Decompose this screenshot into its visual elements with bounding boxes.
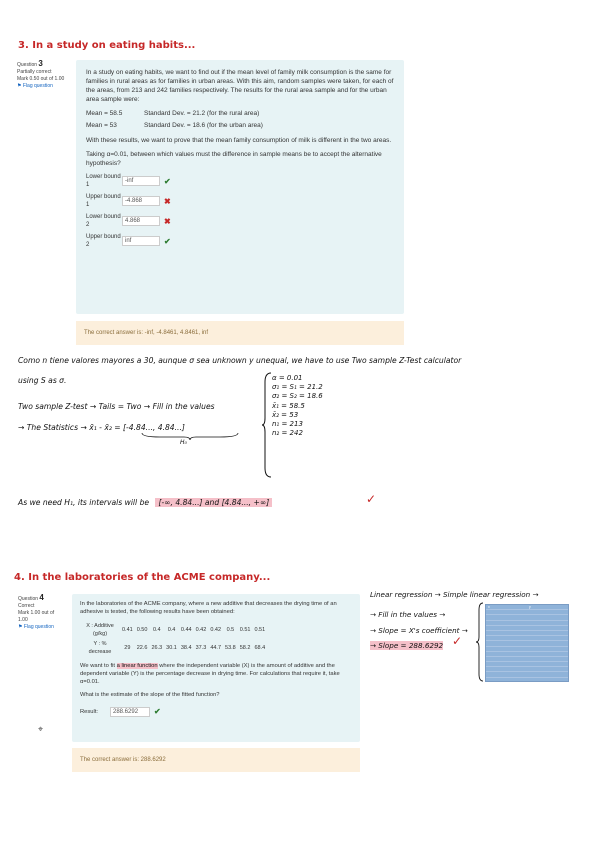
table-cell: 44.7 xyxy=(210,645,222,651)
q4-correct-answer: The correct answer is: 288.6292 xyxy=(72,748,360,772)
conclusion-text: As we need H₁, its intervals will be [-∞, 4.84...] and [4.84..., +∞] xyxy=(18,498,272,507)
q4-sidebar xyxy=(18,594,64,631)
calculator-table-image: x y xyxy=(485,604,569,682)
question-number: 3 xyxy=(38,59,43,68)
notes2-line-3: → Slope = X's coefficient → xyxy=(370,626,468,635)
q3-text-goal: With these results, we want to prove that the mean family consumption of milk is different in the two areas. xyxy=(86,137,392,144)
table-cell: 53.8 xyxy=(225,645,236,651)
table-cell: 22.6 xyxy=(136,645,148,651)
table-cell: 0.42 xyxy=(195,627,207,633)
table-cell: 0.4 xyxy=(167,627,176,633)
notes-line-1: Como n tiene valores mayores a 30, aunque σ sea unknown y unequal, we have to use Two sample Z-Test calculator xyxy=(18,356,462,365)
table-cell: 0.41 xyxy=(122,627,133,633)
question-mark: Mark 0.50 out of 1.00 xyxy=(17,76,65,82)
check-icon: ✔ xyxy=(154,707,161,716)
flag-icon: ⚑ xyxy=(17,83,22,89)
conclusion-interval: [-∞, 4.84...] and [4.84..., +∞] xyxy=(155,498,272,507)
value-item: x̄₂ = 53 xyxy=(272,410,299,419)
notes-line-4: → The Statistics → x̄₁ - x̄₂ = [-4.84..., 4.84...] xyxy=(18,423,185,432)
q3-heading: 3. In a study on eating habits... xyxy=(18,40,196,51)
table-cell: 0.42 xyxy=(210,627,222,633)
urban-sd: Standard Dev. = 18.6 (for the urban area) xyxy=(144,122,263,129)
check-icon: ✔ xyxy=(164,176,171,186)
q4-question-box xyxy=(72,594,360,742)
q3-correct-answer: The correct answer is: -inf, -4.8461, 4.8461, inf xyxy=(76,321,404,345)
cross-icon: ✖ xyxy=(164,216,171,226)
rural-mean: Mean = 58.5 xyxy=(86,110,123,117)
table-cell: 26.3 xyxy=(151,645,163,651)
highlighted-phrase: a linear function xyxy=(116,663,158,669)
result-label: Result: xyxy=(80,709,99,715)
result-row xyxy=(80,707,352,717)
flag-question-link[interactable]: ⚑ Flag question xyxy=(17,83,53,89)
bound-input[interactable]: inf xyxy=(122,236,160,246)
value-item: x̄₁ = 58.5 xyxy=(272,401,305,410)
table-cell: 38.4 xyxy=(180,645,192,651)
value-item: n₁ = 213 xyxy=(272,420,303,429)
flag-icon: ⚑ xyxy=(18,624,23,630)
notes-line-2: using S as σ. xyxy=(18,376,67,385)
table-row xyxy=(80,639,267,657)
question-mark: Mark 1.00 out of 1.00 xyxy=(18,610,55,623)
data-table xyxy=(80,621,267,657)
question-number: 4 xyxy=(39,593,44,602)
notes-line-3: Two sample Z-test → Tails = Two → Fill in the values xyxy=(18,402,215,411)
bound-label: Upper bound 1 xyxy=(86,194,121,208)
q3-text-question: Taking α=0.01, between which values must the difference in sample means be to accept the alternative hypothesis? xyxy=(86,151,382,167)
cross-icon: ✖ xyxy=(164,196,171,206)
y-label: Y : % decrease xyxy=(88,641,112,655)
q4-text-intro: In the laboratories of the ACME company, where a new additive that decreases the drying time of an adhesive is tested, the following results have been obtained: xyxy=(80,601,337,615)
table-cell: 0.51 xyxy=(239,627,251,633)
curly-brace xyxy=(476,602,484,682)
table-row xyxy=(80,621,267,639)
flag-question-link[interactable]: ⚑ Flag question xyxy=(18,624,54,630)
table-cell: 0.4 xyxy=(152,627,161,633)
bound-input[interactable]: -inf xyxy=(122,176,160,186)
q3-sidebar xyxy=(17,60,69,90)
underbrace xyxy=(140,432,240,440)
bound-row xyxy=(86,173,394,189)
cursor-icon: ⌖ xyxy=(38,724,44,734)
q4-question: What is the estimate of the slope of the fitted function? xyxy=(80,692,220,698)
h0-label: H₀ xyxy=(180,439,187,446)
table-cell: 0.5 xyxy=(226,627,235,633)
value-item: σ₂ = S₂ = 18.6 xyxy=(272,392,323,401)
table-cell: 68.4 xyxy=(254,645,266,651)
x-label: X : Additive (g/kg) xyxy=(86,623,114,637)
table-cell: 29 xyxy=(124,645,131,651)
value-item: α = 0.01 xyxy=(272,374,303,382)
check-mark: ✓ xyxy=(452,634,463,648)
value-item: σ₁ = S₁ = 21.2 xyxy=(272,383,323,392)
result-input[interactable]: 288.6292 xyxy=(110,707,150,717)
q4-heading: 4. In the laboratories of the ACME company... xyxy=(14,572,271,583)
bound-row xyxy=(86,233,394,249)
bound-input[interactable]: 4.868 xyxy=(122,216,160,226)
table-cell: 0.51 xyxy=(254,627,266,633)
notes2-line-4: → Slope = 288.6292 xyxy=(370,641,444,650)
q4-text-fit: We want to fit a linear function where the independent variable (X) is the amount of additive and the dependent variable (Y) is the percentage decrease in drying time. For calculations that require it, take α=0.01. xyxy=(80,663,340,685)
bound-label: Lower bound 1 xyxy=(86,174,121,188)
table-cell: 30.1 xyxy=(166,645,177,651)
check-mark: ✓ xyxy=(366,492,377,506)
urban-mean: Mean = 53 xyxy=(86,122,117,129)
bound-input[interactable]: -4.868 xyxy=(122,196,160,206)
value-item: n₂ = 242 xyxy=(272,429,303,438)
bound-row xyxy=(86,213,394,229)
table-cell: 0.44 xyxy=(180,627,192,633)
curly-brace xyxy=(262,372,272,478)
question-status: Partially correct xyxy=(17,69,52,75)
table-cell: 0.50 xyxy=(136,627,148,633)
bound-label: Lower bound 2 xyxy=(86,214,121,228)
question-label: Question xyxy=(18,596,39,602)
check-icon: ✔ xyxy=(164,236,171,246)
question-status: Correct xyxy=(18,603,35,609)
bound-label: Upper bound 2 xyxy=(86,234,121,248)
rural-sd: Standard Dev. = 21.2 (for the rural area) xyxy=(144,110,260,117)
question-label: Question xyxy=(17,62,38,68)
notes2-line-1: Linear regression → Simple linear regression → xyxy=(370,590,539,599)
brace-values xyxy=(272,374,323,438)
table-cell: 37.3 xyxy=(195,645,207,651)
table-cell: 58.2 xyxy=(239,645,251,651)
q3-question-box xyxy=(76,60,404,314)
notes2-line-2: → Fill in the values → xyxy=(370,610,446,619)
bound-row xyxy=(86,193,394,209)
q3-text-intro: In a study on eating habits, we want to find out if the mean level of family milk consumption is the same for families in rural areas as for families in urban areas. With this aim, random samples were taken, for each of the areas, from 213 and 242 families respectively. The results for the rural area sample and for the urban area sample were: xyxy=(86,69,394,103)
